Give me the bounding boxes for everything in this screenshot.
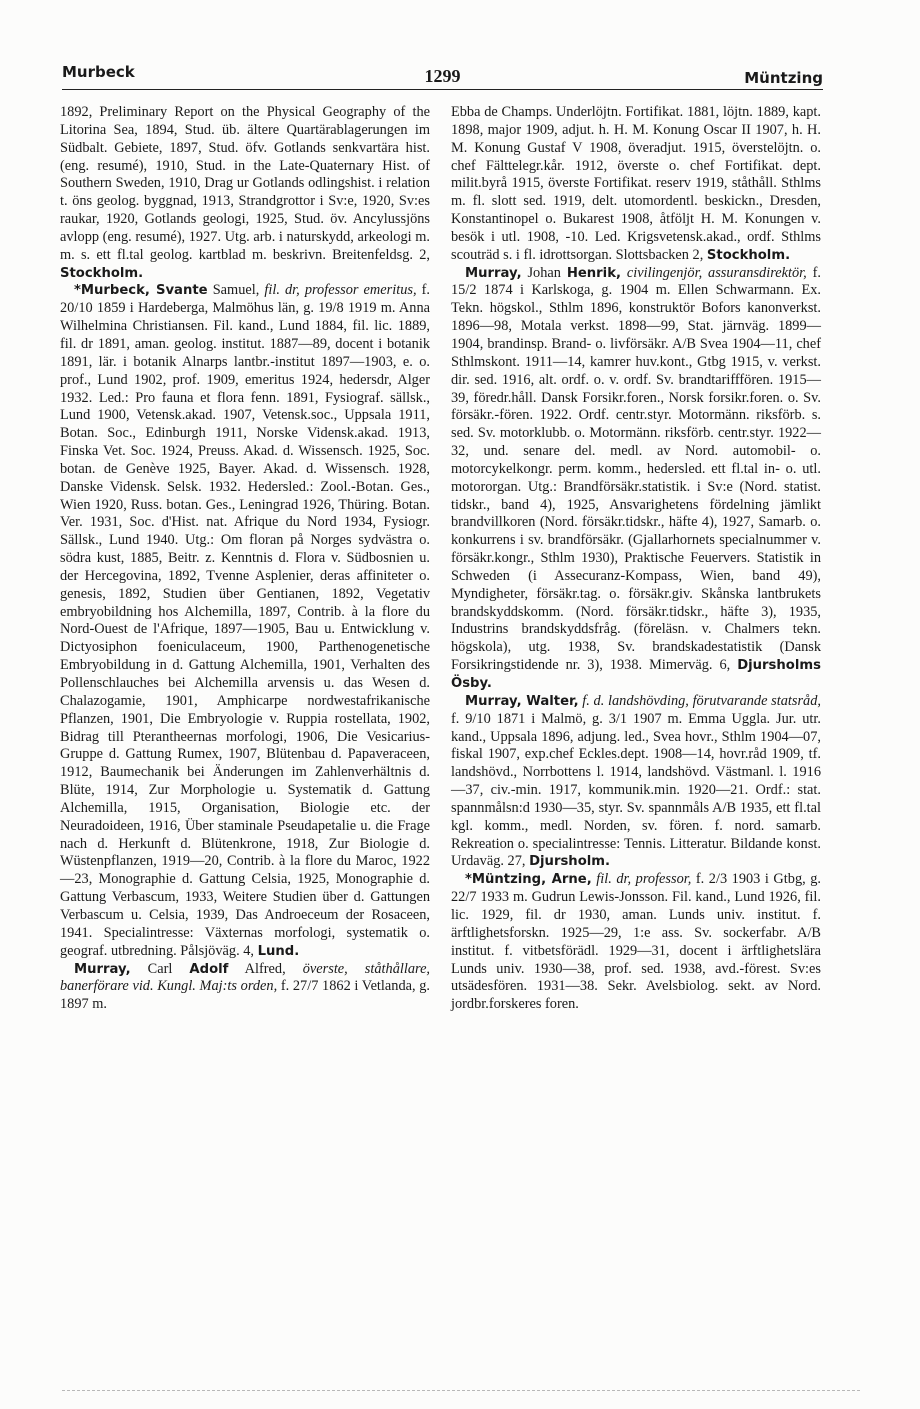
- entry-city: Stockholm.: [706, 247, 791, 263]
- entry-text: f. 15/2 1874 i Karlskoga, g. 1904 m. Ellen Schwarmann. Ex. Tekn. högskol., Sthlm 1896, konstruktör Bofors kanonverkst. 1896—98, Motala verkst. 1898—99, Stat. järnväg. 1899—1904, brandinsp. Brand- o. livförsäkr. A/B Svea 1904—11, chef Sthlmskont. 1911—14, kamrer huv.kont., Gtbg 1915, v. verkst. dir. sed. 1916, alt. ordf. o. v. ordf. Sv. brandtarifffören. 1915—39, föredr.håll. Dansk Forsikr.foren., Norsk forsikr.foren. o. Sv. försäkr.-fören. 1922. Ordf. centr.styr. Motormänn. riksförb. s. sed. Sv. motorklubb. o. Motormänn. riksförb. centr.styr. 1922—32, und. senare del. medl. av Nord. automobil- o. motorcykelkongr. perm. komm., hedersled. ett fl.tal in- o. utl. motororgan. Utg.: Brandförsäkr.statistik. i Sv:e (Nord. statist. tidskr., band 4), 1925, Ansvarighetens fördelning jämlikt brandvillkoren (Nord. försäkr.tidskr., häfte 4), 1927, Samarb. o. konkurrens i sv. brandförsäkr. (Gjallarhornets specialnummer v. försäkr.kongr., Sthlm 1930), Praktische Feuervers. Statistik in Schweden (i Assecuranz-Kompass, Wien, band 49), Myndigheter, försäkr.tag. o. försäkr.giv. Skånska lantbrukets brandskyddskomm. (Nord. försäkr.tidskr., häfte 3), 1935, Industrins brandskyddsfråg. (föreläsn. v. Chalmers tekn. högskola), utg. 1938, Sv. brandskadestatistik (Dansk Forsikringstidende nr. 3), 1938. Mimerväg. 6,: [451, 264, 821, 674]
- entry-city: Stockholm.: [60, 265, 144, 281]
- header-left-keyword: Murbeck: [62, 63, 135, 81]
- entry-name: Murray,: [74, 961, 131, 977]
- entry-muntzing-arne: [451, 871, 821, 1014]
- entry-name: *Müntzing, Arne,: [465, 872, 592, 888]
- entry-name: Murray, Walter,: [465, 693, 579, 709]
- entry-city: Djursholm.: [529, 854, 611, 870]
- entry-city: Djursholms Ösby.: [451, 658, 821, 691]
- page-bottom-rule: [62, 1390, 860, 1401]
- entry-title: civilingenjör, assuransdirektör,: [626, 264, 807, 281]
- entry-text: f. 27/7 1862 i Vetlanda, g. 1897 m.: [60, 978, 430, 1013]
- entry-text: f. 9/10 1871 i Malmö, g. 3/1 1907 m. Emma Uggla. Jur. utr. kand., Uppsala 1896, adjung. led., Svea hovr., Sthlm 1904—07, fiskal 1907, exp.chef Eckles.dept. 1908—14, hovr.råd 1909, tf. landshövd., Norrbottens l. 1914, landshövd. Västmanl. l. 1916—37, civ.-min. 1917, kommunik.min. 1920—21. Ordf.: stat. spannmålsn:d 1930—35, styr. Sv. spannmåls A/B 1935, ett fl.tal kgl. komm., medl. Norden, sv. fören. f. nord. samarb. Rekreation o. specialintresse: Tennis. Litteratur. Bildande konst. Urdaväg. 27,: [451, 710, 821, 870]
- entry-murray-adolf: Murray, Carl Adolf Alfred, överste, ståthållare, banerförare vid. Kungl. Maj:ts orden, f. 27/7 1862 i Vetlanda, g. 1897 m.: [60, 960, 431, 1013]
- entry-murbeck-svante: *Murbeck, Svante Samuel, fil. dr, professor emeritus, f. 20/10 1859 i Hardeberga, Malmöhus län, g. 19/8 1919 m. Anna Wilhelmina Christiansen. Fil. kand., Lund 1884, fil. lic. 1889, fil. dr 1891, aman. geolog. institut. 1887—89, docent i botanik 1891, lär. i botanik Alnarps lantbr.-institut 1897—1903, e. o. prof., Lund 1902, prof. 1909, emeritus 1924, hedersdr, Alger 1932. Led.: Pro fauna et flora fenn. 1891, Fysiograf. sällsk., Lund 1900, Vetensk.akad. 1907, Vetensk.soc., Uppsala 1911, Botan. Soc., Edinburgh 1911, Norske Vidensk.akad. 1913, Finska Vet. Soc. 1924, Preuss. Akad. d. Wissensch. 1925, Soc. botan. de Genève 1925, Bayer. Akad. d. Wissensch. 1928, Danske Vidensk. Selsk. 1932. Hedersled.: Zool.-Botan. Ges., Wien 1920, Russ. botan. Ges., Leningrad 1926, Thüring. Botan. Ver. 1931, Soc. d'Hist. nat. Afrique du Nord 1934, Fysiogr. Sällsk., Lund 1940. Utg.: Om floran på Norges sydvästra o. södra kust, 1885, Beitr. z. Kenntnis d. Flora v. Südbosnien u. der Hercegovina, 1892, Tvenne Asplenier, deras affiniteter o. genesis, 1892, Studien über Gentianen, 1892, Vegetativ embryobildning hos Alchemilla, 1897, Contrib. à la flore du Nord-Ouest de l'Afrique, 1897—1905, Bau u. Entwicklung v. Dictyosiphon foeniculaceum, 1900, Parthenogenetische Embryobildung in d. Gattung Alchemilla, 1901, Verhalten des Pollenschlauches bei Alchemilla arvensis u. das Wesen d. Chalazogamie, 1901, Amphicarpe nordwestafrikanische Pflanzen, 1901, Die Embryologie v. Ruppia rostellata, 1902, Bidrag till Pterantheernas morfologi, 1906, Die Vesicarius-Gruppe d. Gattung Rumex, 1907, Blütenbau d. Papaveraceen, 1912, Baumechanik bei Änderungen im Zahlenverhältnis d. Blüte, 1914, Zur Morphologie u. Systematik d. Gattung Alchemilla, 1915, Organisation, Biologie etc. der Neuradoideen, 1916, Über staminale Pseudapetalie u. die Frage nach d. Herkunft d. Blütenkrone, 1918, Zur Biologie d. Wüstenpflanzen, 1919—20, Contrib. à la flore du Maroc, 1922—23, Monographie d. Gattung Celsia, 1925, Monographie d. Gattung Verbascum, 1933, Weitere Studien über d. Gattungen Verbascum u. Celsia, 1939, Das Androeceum der Rosaceen, 1941. Specialintresse: Växternas morfologi, systematik o. geograf. utbredning. Pålsjöväg. 4, Lund.: [60, 282, 430, 959]
- entry-name: Murray,: [465, 265, 522, 281]
- page-number: 1299: [424, 66, 461, 86]
- entry-city: Lund.: [257, 943, 300, 959]
- running-header: [62, 63, 823, 90]
- entry-continuation: 1892, Preliminary Report on the Physical Geography of the Litorina Sea, 1894, Stud. üb. ältere Quartärablagerungen im Südbalt. Gebiete, 1897, Stud. öfv. Gotlands senkvartära hist. (eng. resumé), 1910, Stud. in the Late-Quaternary Hist. of Southern Sweden, 1910, Drag ur Gotlands odlingshist. i relation t. öns geolog. byggnad, 1913, Strandgrottor i Sv:e, 1920, Sv:es raukar, 1920, Gotlands geologi, 1925, Stud. öv. Ancylussjöns avlopp (eng. resumé), 1927. Utg. arb. i naturskydd, arkeologi m. m. s. ett fl.tal geolog. kartblad m. beskrivn. Breitenfeldsg. 2, Stockholm.: [60, 104, 430, 281]
- entry-name: *Murbeck, Svante: [74, 283, 208, 299]
- entry-murray-walter: [451, 693, 821, 871]
- entry-title: fil. dr, professor,: [596, 871, 692, 888]
- entry-title: fil. dr, professor emeritus,: [264, 282, 417, 299]
- entry-title: överste, ståthållare, banerförare vid. Kungl. Maj:ts orden,: [60, 960, 431, 995]
- entry-continuation: Ebba de Champs. Underlöjtn. Fortifikat. 1881, löjtn. 1889, kapt. 1898, major 1909, adjut. h. H. M. Konung Oscar II 1907, h. H. M. Konung Gustaf V 1908, överadjut. 1915, överstelöjtn. o. chef Fälttelegr.kår. 1912, överste o. chef Fortifikat. dept. milit.byrå 1915, överste Fortifikat. reserv 1919, ståthåll. Sthlms m. fl. slott sed. 1919, delt. utomordentl. beskickn., Dresden, Konstantinopel o. Bukarest 1908, åtföljt H. M. Konungen v. besök i utl. 1908, -10. Led. Krigsvetensk.akad., ordf. Sthlms scouträd s. i fl. idrottsorgan. Slottsbacken 2, Stockholm.: [451, 104, 821, 263]
- left-column: [60, 104, 430, 1014]
- header-right-keyword: Müntzing: [744, 69, 823, 87]
- entry-murray-henrik: Murray, Johan Henrik, civilingenjör, assuransdirektör, f. 15/2 1874 i Karlskoga, g. 1904 m. Ellen Schwarmann. Ex. Tekn. högskol., Sthlm 1896, konstruktör Bofors kanonverkst. 1896—98, Motala verkst. 1898—99, Stat. järnväg. 1899—1904, brandinsp. Brand- o. livförsäkr. A/B Svea 1904—11, chef Sthlmskont. 1911—14, kamrer huv.kont., Gtbg 1915, v. verkst. dir. sed. 1916, alt. ordf. o. v. ordf. Sv. brandtarifffören. 1915—39, föredr.håll. Dansk Forsikr.foren., Norsk forsikr.foren. o. Sv. försäkr.-fören. 1922. Ordf. centr.styr. Motormänn. riksförb. s. sed. Sv. motorklubb. o. Motormänn. riksförb. centr.styr. 1922—32, und. senare del. medl. av Nord. automobil- o. motorcykelkongr. perm. komm., hedersled. ett fl.tal in- o. utl. motororgan. Utg.: Brandförsäkr.statistik. i Sv:e (Nord. statist. tidskr., band 4), 1925, Ansvarighetens fördelning jämlikt brandvillkoren (Nord. försäkr.tidskr., häfte 4), 1927, Samarb. o. konkurrens i sv. brandförsäkr. (Gjallarhornets specialnummer v. försäkr.kongr., Sthlm 1930), Praktische Feuervers. Statistik in Schweden (i Assecuranz-Kompass, Wien, band 49), Myndigheter, försäkr.tag. o. försäkr.giv. Skånska lantbrukets brandskyddskomm. (Nord. försäkr.tidskr., häfte 3), 1935, Industrins brandskyddsfråg. (föreläsn. v. Chalmers tekn. högskola), utg. 1938, Sv. brandskadestatistik (Dansk Forsikringstidende nr. 3), 1938. Mimerväg. 6, Djursholms Ösby.: [451, 264, 821, 691]
- entry-text: f. 2/3 1903 i Gtbg, g. 22/7 1933 m. Gudrun Lewis-Jonsson. Fil. kand., Lund 1926, fil. lic. 1929, fil. dr 1930, aman. Lunds univ. institut. f. ärftlighetsforskn. 1925—29, 1:e ass. Sv. sockerfabr. A/B institut. f. vitbetsförädl. 1929—31, docent i ärftlighetslära Lunds univ. 1930—38, prof. sed. 1938, avd.-förest. Sv:es utsädesfören. 1931—38. Sekr. Avelsbiolog. sekt. av Nord. jordbr.forskeres foren.: [451, 871, 822, 1013]
- entry-text: f. 20/10 1859 i Hardeberga, Malmöhus län, g. 19/8 1919 m. Anna Wilhelmina Christiansen. Fil. kand., Lund 1884, fil. lic. 1889, fil. dr 1891, aman. geolog. institut. 1887—89, docent i botanik 1891, lär. i botanik Alnarps lantbr.-institut 1897—1903, e. o. prof., Lund 1902, prof. 1909, emeritus 1924, hedersdr, Alger 1932. Led.: Pro fauna et flora fenn. 1891, Fysiograf. sällsk., Lund 1900, Vetensk.akad. 1907, Vetensk.soc., Uppsala 1911, Botan. Soc., Edinburgh 1911, Norske Vidensk.akad. 1913, Finska Vet. Soc. 1924, Preuss. Akad. d. Wissensch. 1925, Soc. botan. de Genève 1925, Bayer. Akad. d. Wissensch. 1928, Danske Vidensk. Selsk. 1932. Hedersled.: Zool.-Botan. Ges., Wien 1920, Russ. botan. Ges., Leningrad 1926, Thüring. Botan. Ver. 1931, Soc. d'Hist. nat. Afrique du Nord 1934, Fysiogr. Sällsk., Lund 1940. Utg.: Om floran på Norges sydvästra o. södra kust, 1885, Beitr. z. Kenntnis d. Flora v. Südbosnien u. der Hercegovina, 1892, Tvenne Asplenier, deras affiniteter o. genesis, 1892, Studien über Gentianen, 1892, Vegetativ embryobildning hos Alchemilla, 1897, Contrib. à la flore du Nord-Ouest de l'Afrique, 1897—1905, Bau u. Entwicklung v. Dictyosiphon foeniculaceum, 1900, Parthenogenetische Embryobildung in d. Gattung Alchemilla, 1901, Verhalten des Pollenschlauches bei Alchemilla arvensis u. das Wesen d. Chalazogamie, 1901, Amphicarpe nordwestafrikanische Pflanzen, 1901, Die Embryologie v. Ruppia rostellata, 1902, Bidrag till Pterantheernas morfologi, 1906, Die Vesicarius-Gruppe d. Gattung Rumex, 1907, Blütenbau d. Papaveraceen, 1912, Baumechanik bei Änderungen im Zahlenverhältnis d. Blüte, 1914, Zur Morphologie u. Systematik d. Gattung Alchemilla, 1915, Organisation, Biologie etc. der Neuradoideen, 1916, Über staminale Pseudapetalie u. die Frage nach d. Herkunft d. Blütenkrone, 1918, Zur Biologie d. Wüstenpflanzen, 1919—20, Contrib. à la flore du Maroc, 1922—23, Monographie d. Gattung Celsia, 1925, Monographie d. Gattung Verbascum, 1933, Weitere Studien über d. Gattungen Verbascum u. Celsia, 1939, Das Androeceum der Rosaceen, 1941. Specialintresse: Växternas morfologi, systematik o. geograf. utbredning. Pålsjöväg. 4,: [60, 282, 430, 959]
- entry-title: f. d. landshövding, förutvarande statsråd,: [582, 692, 821, 709]
- right-column: [451, 104, 821, 1014]
